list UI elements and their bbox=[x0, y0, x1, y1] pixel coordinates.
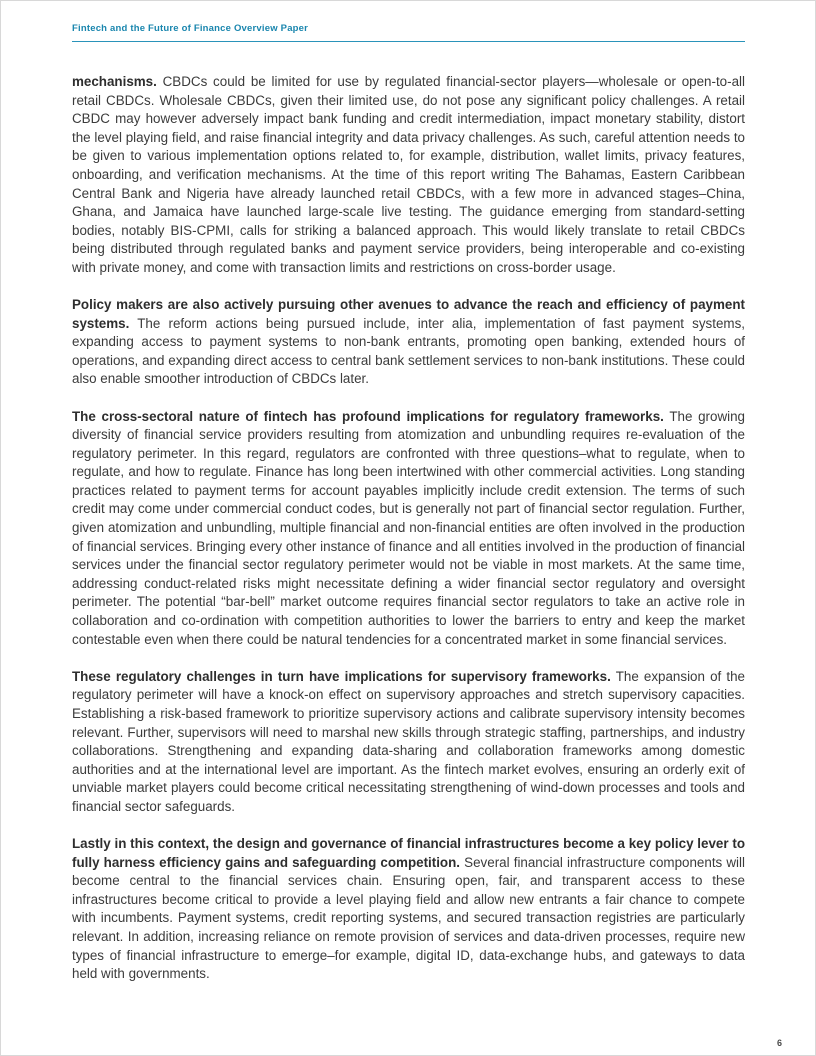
body-text bbox=[72, 73, 745, 984]
paragraph bbox=[72, 408, 745, 650]
paragraph-body: The expansion of the regulatory perimeter will have a knock-on effect on supervisory approaches and stretch supervisory capacities. Establishing a risk-based framework to prioritize supervisory actions and calibrate supervisory intensity becomes relevant. Further, supervisors will need to marshal new skills through strategic staffing, partnerships, and industry collaborations. Strengthening and expanding data-sharing and collaboration frameworks among domestic authorities and at the international level are important. As the fintech market evolves, ensuring an orderly exit of unviable market players could become critical necessitating strengthening of wind-down processes and tools and financial sector safeguards. bbox=[72, 668, 745, 814]
paragraph bbox=[72, 73, 745, 278]
paragraph bbox=[72, 668, 745, 817]
header-rule bbox=[72, 41, 745, 42]
running-header: Fintech and the Future of Finance Overview Paper bbox=[72, 23, 309, 34]
paragraph-lead: The cross-sectoral nature of fintech has profound implications for regulatory frameworks. bbox=[72, 408, 664, 424]
paragraph bbox=[72, 296, 745, 389]
paragraph-lead: Policy makers are also actively pursuing other avenues to advance the reach and efficiency of payment systems. bbox=[72, 297, 745, 331]
paragraph-lead: These regulatory challenges in turn have implications for supervisory frameworks. bbox=[72, 668, 611, 684]
paragraph-lead: Lastly in this context, the design and governance of financial infrastructures become a key policy lever to fully harness efficiency gains and safeguarding competition. bbox=[72, 835, 745, 870]
paragraph-body: Several financial infrastructure components will become central to the financial services chain. Ensuring open, fair, and transparent access to these infrastructures become critical to provide a level playing field and allow new entrants a fair chance to compete with incumbents. Payment systems, credit reporting systems, and secured transaction registries are particularly relevant. In addition, increasing reliance on remote provision of services and data-driven processes, require new types of financial infrastructure to emerge–for example, digital ID, data-exchange hubs, and gateways to data held with governments. bbox=[72, 854, 745, 982]
paragraph bbox=[72, 835, 745, 984]
page-number: 6 bbox=[776, 1038, 782, 1048]
paragraph-body: The growing diversity of financial service providers resulting from atomization and unbundling requires re-evaluation of the regulatory perimeter. In this regard, regulators are confronted with three questions–what to regulate, when to regulate, and how to regulate. Finance has long been intertwined with other commercial activities. Long standing practices related to payment terms for account payables implicitly include credit extension. The terms of such credit may come under commercial conduct codes, but is generally not part of financial sector regulation. Further, given atomization and unbundling, multiple financial and non-financial entities are often involved in the production of financial services. Bringing every other instance of finance and all entities involved in the production of financial services under the financial sector regulatory perimeter would not be viable in most markets. At the same time, addressing conduct-related risks might necessitate defining a wider financial sector regulatory and oversight perimeter. The potential “bar-bell” market outcome requires financial sector regulators to take an active role in collaboration and co-ordination with competition authorities to lower the barriers to entry and keep the market contestable even when there could be natural tendencies for a concentrated market in some financial services. bbox=[72, 408, 745, 647]
paragraph-body: CBDCs could be limited for use by regulated financial-sector players—wholesale or open-to-all retail CBDCs. Wholesale CBDCs, given their limited use, do not pose any significant policy challenges. A retail CBDC may however adversely impact bank funding and credit intermediation, impact monetary stability, distort the level playing field, and raise financial integrity and data privacy challenges. As such, careful attention needs to be given to various implementation options related to, for example, distribution, wallet limits, privacy features, onboarding, and verification mechanisms. At the time of this report writing The Bahamas, Eastern Caribbean Central Bank and Nigeria have already launched retail CBDCs, with a few more in advanced stages–China, Ghana, and Jamaica have launched large-scale live testing. The guidance emerging from standard-setting bodies, notably BIS-CPMI, calls for striking a balanced approach. This would likely translate to retail CBDCs being distributed through regulated banks and payment service providers, being interoperable and co-existing with private money, and come with transaction limits and restrictions on cross-border usage. bbox=[72, 74, 745, 275]
paragraph-lead: mechanisms. bbox=[72, 74, 157, 89]
paragraph-body: The reform actions being pursued include, inter alia, implementation of fast payment systems, expanding access to payment systems to non-bank entrants, promoting open banking, extended hours of operations, and expanding direct access to central bank settlement services to non-bank institutions. These could also enable smoother introduction of CBDCs later. bbox=[72, 315, 745, 387]
